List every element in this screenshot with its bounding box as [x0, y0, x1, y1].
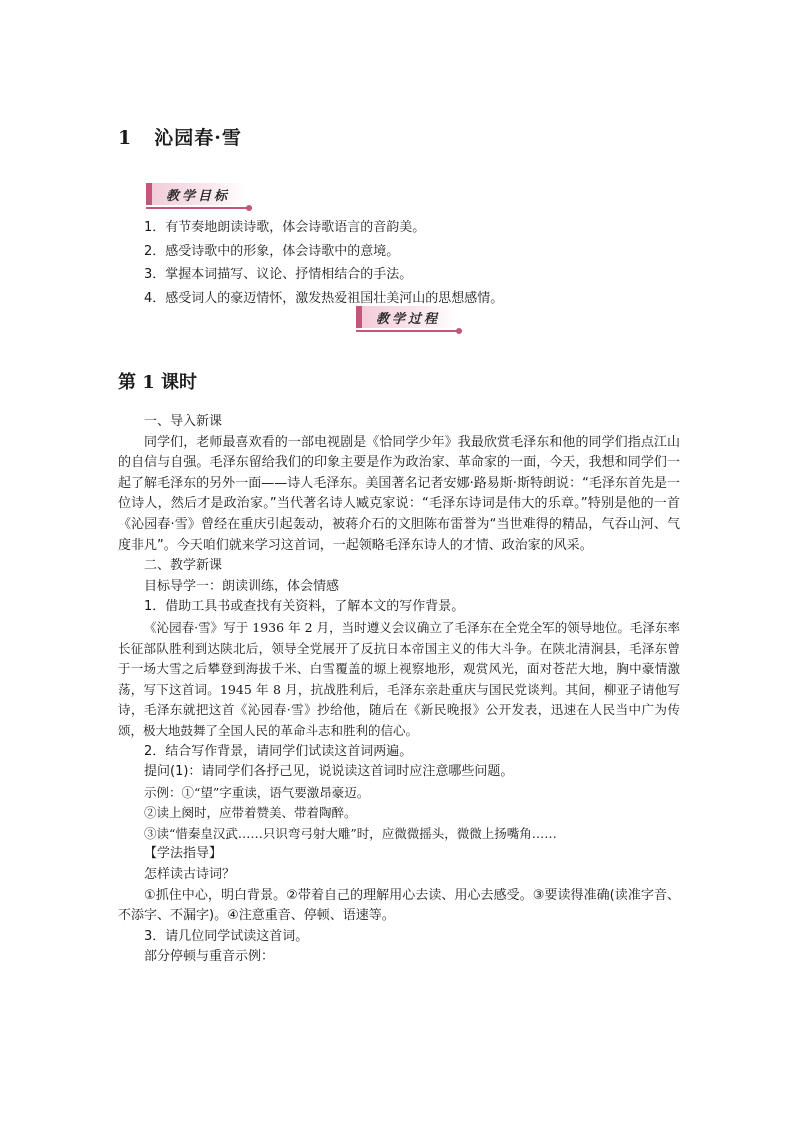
body-paragraph: 《沁园春·雪》写于 1936 年 2 月，当时遵义会议确立了毛泽东在全党全军的领导地位。毛泽东率长征部队胜利到达陕北后，领导全党展开了反抗日本帝国主义的伟大斗争。在陕北清涧县，毛泽东曾于一场大雪之后攀登到海拔千米、白雪覆盖的塬上视察地形，观赏风光，面对苍茫大地，胸中豪情激荡，写下这首词。1945 年 8 月，抗战胜利后，毛泽东亲赴重庆与国民党谈判。其间，柳亚子请他写诗，毛泽东就把这首《沁园春·雪》抄给他，随后在《新民晚报》公开发表，迅速在人民当中广为传颂，极大地鼓舞了全国人民的革命斗志和胜利的信心。: [118, 619, 680, 738]
lesson-number: 1: [118, 127, 133, 149]
body-paragraph: 怎样读古诗词？: [144, 867, 236, 883]
body-paragraph: 二、教学新课: [144, 558, 223, 574]
tag-underline: [356, 330, 462, 332]
body-paragraph: 2．结合写作背景，请同学们试读这首词两遍。: [144, 743, 413, 759]
lesson-name: 沁园春·雪: [154, 127, 242, 149]
body-paragraph: 同学们，老师最喜欢看的一部电视剧是《恰同学少年》我最欣赏毛泽东和他的同学们指点江山的自信与自强。毛泽东留给我们的印象主要是作为政治家、革命家的一面，今天，我想和同学们一起了解毛泽东的另外一面——诗人毛泽东。美国著名记者安娜·路易斯·斯特朗说：“毛泽东首先是一位诗人，然后才是政治家。”当代著名诗人臧克家说：“毛泽东诗词是伟大的乐章。”特别是他的一首《沁园春·雪》曾经在重庆引起轰动，被蒋介石的文胆陈布雷誉为“当世难得的精品，气吞山河、气度非凡”。今天咱们就来学习这首词，一起领略毛泽东诗人的才情、政治家的风采。: [118, 434, 680, 553]
teaching-goals-label: 教学目标: [166, 188, 231, 204]
body-paragraph: 示例：①“望”字重读，语气要激昂豪迈。: [144, 784, 370, 800]
section-title: 第 1 课时: [118, 372, 198, 393]
lesson-title: [118, 123, 242, 150]
body-paragraph: 目标导学一：朗读训练，体会情感: [144, 578, 340, 594]
goal-item: 1．有节奏地朗读诗歌，体会诗歌语言的音韵美。: [144, 220, 426, 235]
body-paragraph: 3．请几位同学试读这首词。: [144, 928, 309, 944]
body-paragraph: 1．借助工具书或查找有关资料，了解本文的写作背景。: [144, 599, 465, 615]
body-paragraph: 部分停顿与重音示例：: [144, 949, 275, 965]
goal-item: 3．掌握本词描写、议论、抒情相结合的手法。: [144, 267, 413, 282]
goal-item: 2．感受诗歌中的形象，体会诗歌中的意境。: [144, 243, 400, 259]
body-paragraph: ③读“惜秦皇汉武……只识弯弓射大雕”时，应微微摇头，微微上扬嘴角……: [144, 825, 557, 841]
body-paragraph: ①抓住中心，明白背景。②带着自己的理解用心去读、用心去感受。③要读得准确(读准字音、不添字、不漏字)。④注意重音、停顿、语速等。: [118, 887, 680, 924]
body-paragraph: ②读上阕时，应带着赞美、带着陶醉。: [144, 805, 357, 821]
teaching-goals-list: [144, 216, 503, 310]
goal-item: 4．感受词人的豪迈情怀，激发热爱祖国壮美河山的思想感情。: [144, 290, 504, 306]
body-paragraph: 【学法指导】: [144, 846, 223, 862]
teaching-process-label: 教学过程: [376, 311, 441, 327]
teaching-goals-tag: [146, 182, 246, 206]
body-paragraph: 一、导入新课: [144, 414, 223, 429]
lesson-body: [118, 412, 680, 968]
tag-underline: [146, 207, 252, 209]
teaching-process-tag: [356, 305, 456, 329]
body-paragraph: 提问(1)：请同学们各抒己见，说说读这首词时应注意哪些问题。: [144, 764, 514, 780]
